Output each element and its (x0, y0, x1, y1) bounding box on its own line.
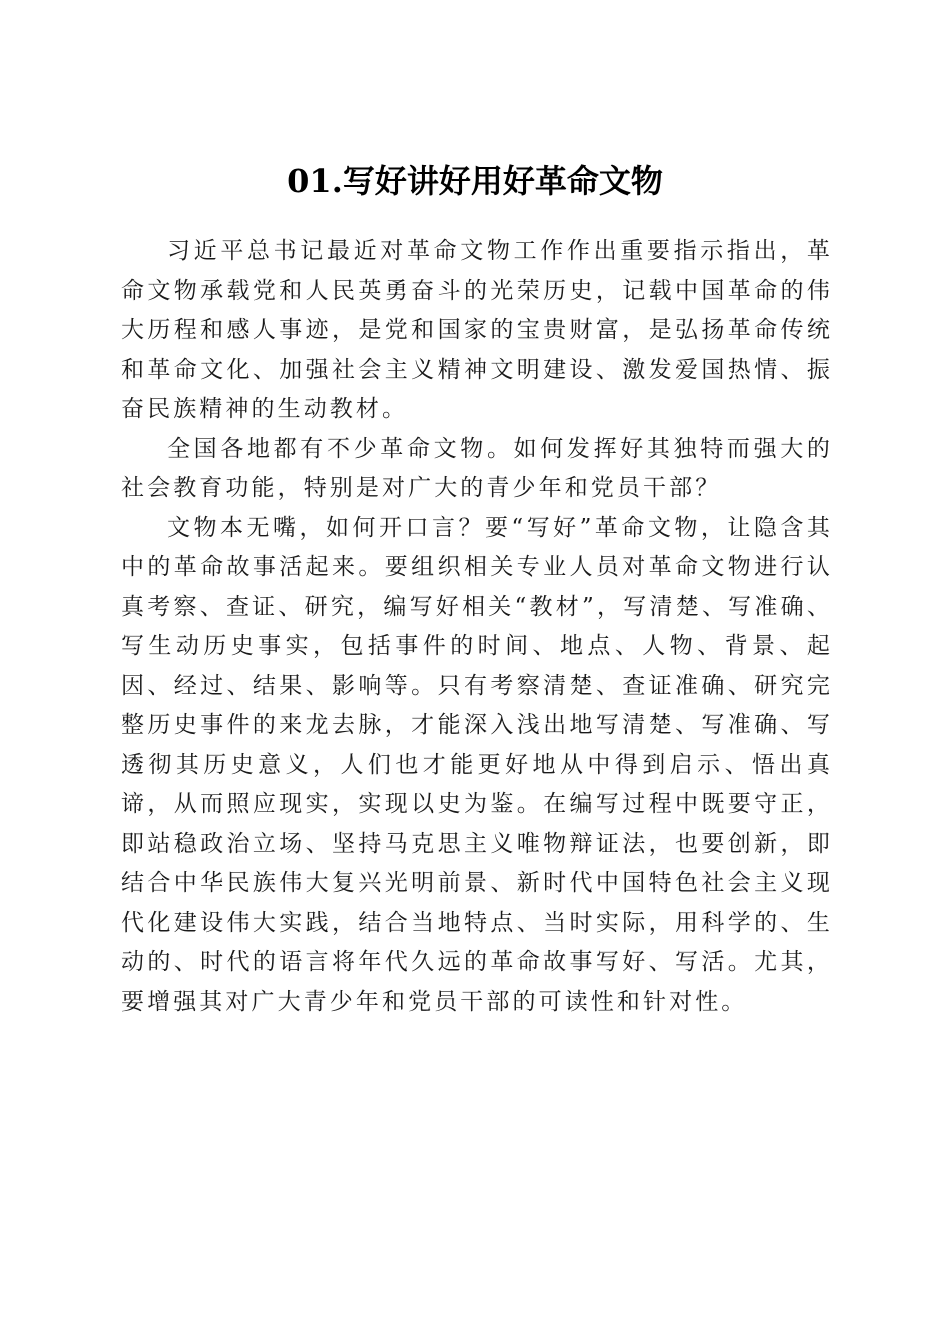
paragraph-1: 习近平总书记最近对革命文物工作作出重要指示指出，革命文物承载党和人民英勇奋斗的光荣历史，记载中国革命的伟大历程和感人事迹，是党和国家的宝贵财富，是弘扬革命传统和革命文化、加强社会主义精神文明建设、激发爱国热情、振奋民族精神的生动教材。 (121, 238, 833, 422)
document-body (121, 232, 833, 1022)
paragraph-3: 文物本无嘴，如何开口言？要“写好”革命文物，让隐含其中的革命故事活起来。要组织相关专业人员对革命文物进行认真考察、查证、研究，编写好相关“教材”，写清楚、写准确、写生动历史事实，包括事件的时间、地点、人物、背景、起因、经过、结果、影响等。只有考察清楚、查证准确、研究完整历史事件的来龙去脉，才能深入浅出地写清楚、写准确、写透彻其历史意义，人们也才能更好地从中得到启示、悟出真谛，从而照应现实，实现以史为鉴。在编写过程中既要守正，即站稳政治立场、坚持马克思主义唯物辩证法，也要创新，即结合中华民族伟大复兴光明前景、新时代中国特色社会主义现代化建设伟大实践，结合当地特点、当时实际，用科学的、生动的、时代的语言将年代久远的革命故事写好、写活。尤其，要增强其对广大青少年和党员干部的可读性和针对性。 (121, 514, 833, 1015)
document-title: 01.写好讲好用好革命文物 (287, 162, 663, 201)
paragraph-2: 全国各地都有不少革命文物。如何发挥好其独特而强大的社会教育功能，特别是对广大的青少年和党员干部？ (121, 435, 833, 501)
